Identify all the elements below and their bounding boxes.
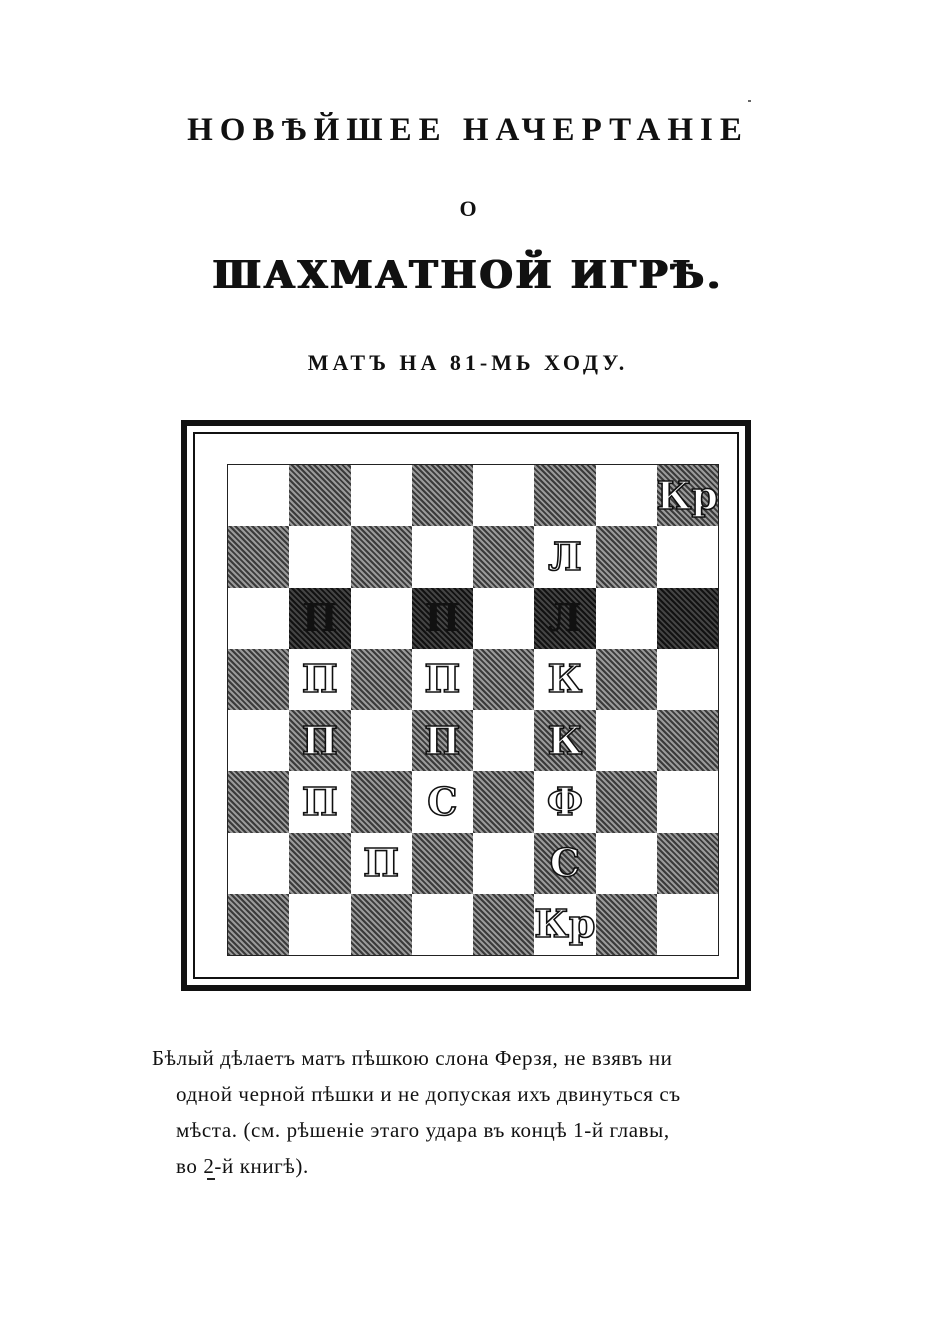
chess-piece: П	[301, 717, 338, 763]
board-square	[657, 649, 718, 710]
board-square	[534, 649, 595, 710]
chess-piece: П	[424, 656, 461, 702]
board-square	[351, 894, 412, 955]
chess-piece: П	[301, 778, 338, 824]
board-square	[473, 710, 534, 771]
board-square	[534, 526, 595, 587]
board-square	[657, 526, 718, 587]
board-square	[657, 710, 718, 771]
caption-line: во 2-й книгѣ).	[176, 1154, 309, 1178]
board-square	[473, 833, 534, 894]
board-square	[289, 649, 350, 710]
board-square	[473, 894, 534, 955]
board-square	[596, 649, 657, 710]
board-square	[596, 465, 657, 526]
chess-piece: С	[549, 840, 580, 886]
board-square	[596, 771, 657, 832]
board-square	[351, 833, 412, 894]
board-square	[596, 894, 657, 955]
board-square	[534, 465, 595, 526]
chess-piece: Кр	[534, 901, 596, 947]
board-square	[412, 833, 473, 894]
board-square	[596, 710, 657, 771]
board-square	[351, 465, 412, 526]
board-square	[289, 588, 350, 649]
caption-line: Бѣлый дѣлаетъ матъ пѣшкою слона Ферзя, не взявъ ни	[152, 1046, 673, 1070]
chess-piece: П	[424, 595, 461, 641]
title-line-1: НОВѢЙШЕЕ НАЧЕРТАНІЕ	[187, 112, 749, 148]
board-square	[289, 465, 350, 526]
board-square	[473, 588, 534, 649]
board-square	[473, 649, 534, 710]
board-square	[351, 771, 412, 832]
board-square	[412, 771, 473, 832]
board-square	[596, 833, 657, 894]
chess-piece: Кр	[656, 472, 718, 518]
subtitle: МАТЪ НА 81-МЬ ХОДУ.	[307, 350, 629, 375]
chess-piece: П	[301, 656, 338, 702]
board-square	[289, 526, 350, 587]
board-square	[657, 771, 718, 832]
chess-piece: К	[547, 656, 583, 702]
chess-piece: К	[547, 717, 583, 763]
board-square	[534, 833, 595, 894]
board-square	[228, 771, 289, 832]
title-line-2: ШАХМАТНОЙ ИГРѢ.	[212, 252, 724, 297]
caption-line: мѣста. (см. рѣшеніе этаго удара въ концѣ 1-й главы,	[176, 1118, 670, 1142]
board-square	[289, 894, 350, 955]
chess-piece: Ф	[546, 778, 583, 824]
chess-piece: П	[301, 595, 338, 641]
chess-piece: Л	[548, 595, 582, 641]
board-square	[596, 526, 657, 587]
board-square	[412, 588, 473, 649]
board-square	[534, 588, 595, 649]
chess-board	[227, 464, 719, 956]
board-square	[473, 526, 534, 587]
caption-line: одной черной пѣшки и не допуская ихъ двинуться съ	[176, 1082, 681, 1106]
board-square	[228, 526, 289, 587]
board-square	[534, 771, 595, 832]
board-square	[228, 588, 289, 649]
board-square	[228, 833, 289, 894]
board-square	[289, 771, 350, 832]
board-square	[412, 649, 473, 710]
chess-piece: П	[424, 717, 461, 763]
board-square	[657, 833, 718, 894]
board-square	[412, 894, 473, 955]
board-square	[228, 894, 289, 955]
board-square	[657, 894, 718, 955]
board-square	[473, 771, 534, 832]
board-square	[534, 710, 595, 771]
board-square	[351, 710, 412, 771]
board-square	[657, 465, 718, 526]
board-square	[228, 465, 289, 526]
board-square	[351, 526, 412, 587]
board-square	[412, 526, 473, 587]
board-square	[412, 465, 473, 526]
board-square	[289, 833, 350, 894]
chess-piece: Л	[548, 533, 582, 579]
board-square	[351, 649, 412, 710]
board-square	[351, 588, 412, 649]
board-square	[596, 588, 657, 649]
print-speck	[748, 100, 751, 102]
caption	[152, 1040, 792, 1184]
board-square	[473, 465, 534, 526]
board-square	[534, 894, 595, 955]
chess-piece: С	[427, 778, 458, 824]
title-conjunction: О	[459, 196, 477, 221]
board-square	[412, 710, 473, 771]
print-dash	[207, 1178, 215, 1180]
board-square	[289, 710, 350, 771]
board-square	[228, 710, 289, 771]
board-square	[228, 649, 289, 710]
board-square	[657, 588, 718, 649]
chess-piece: П	[363, 840, 400, 886]
